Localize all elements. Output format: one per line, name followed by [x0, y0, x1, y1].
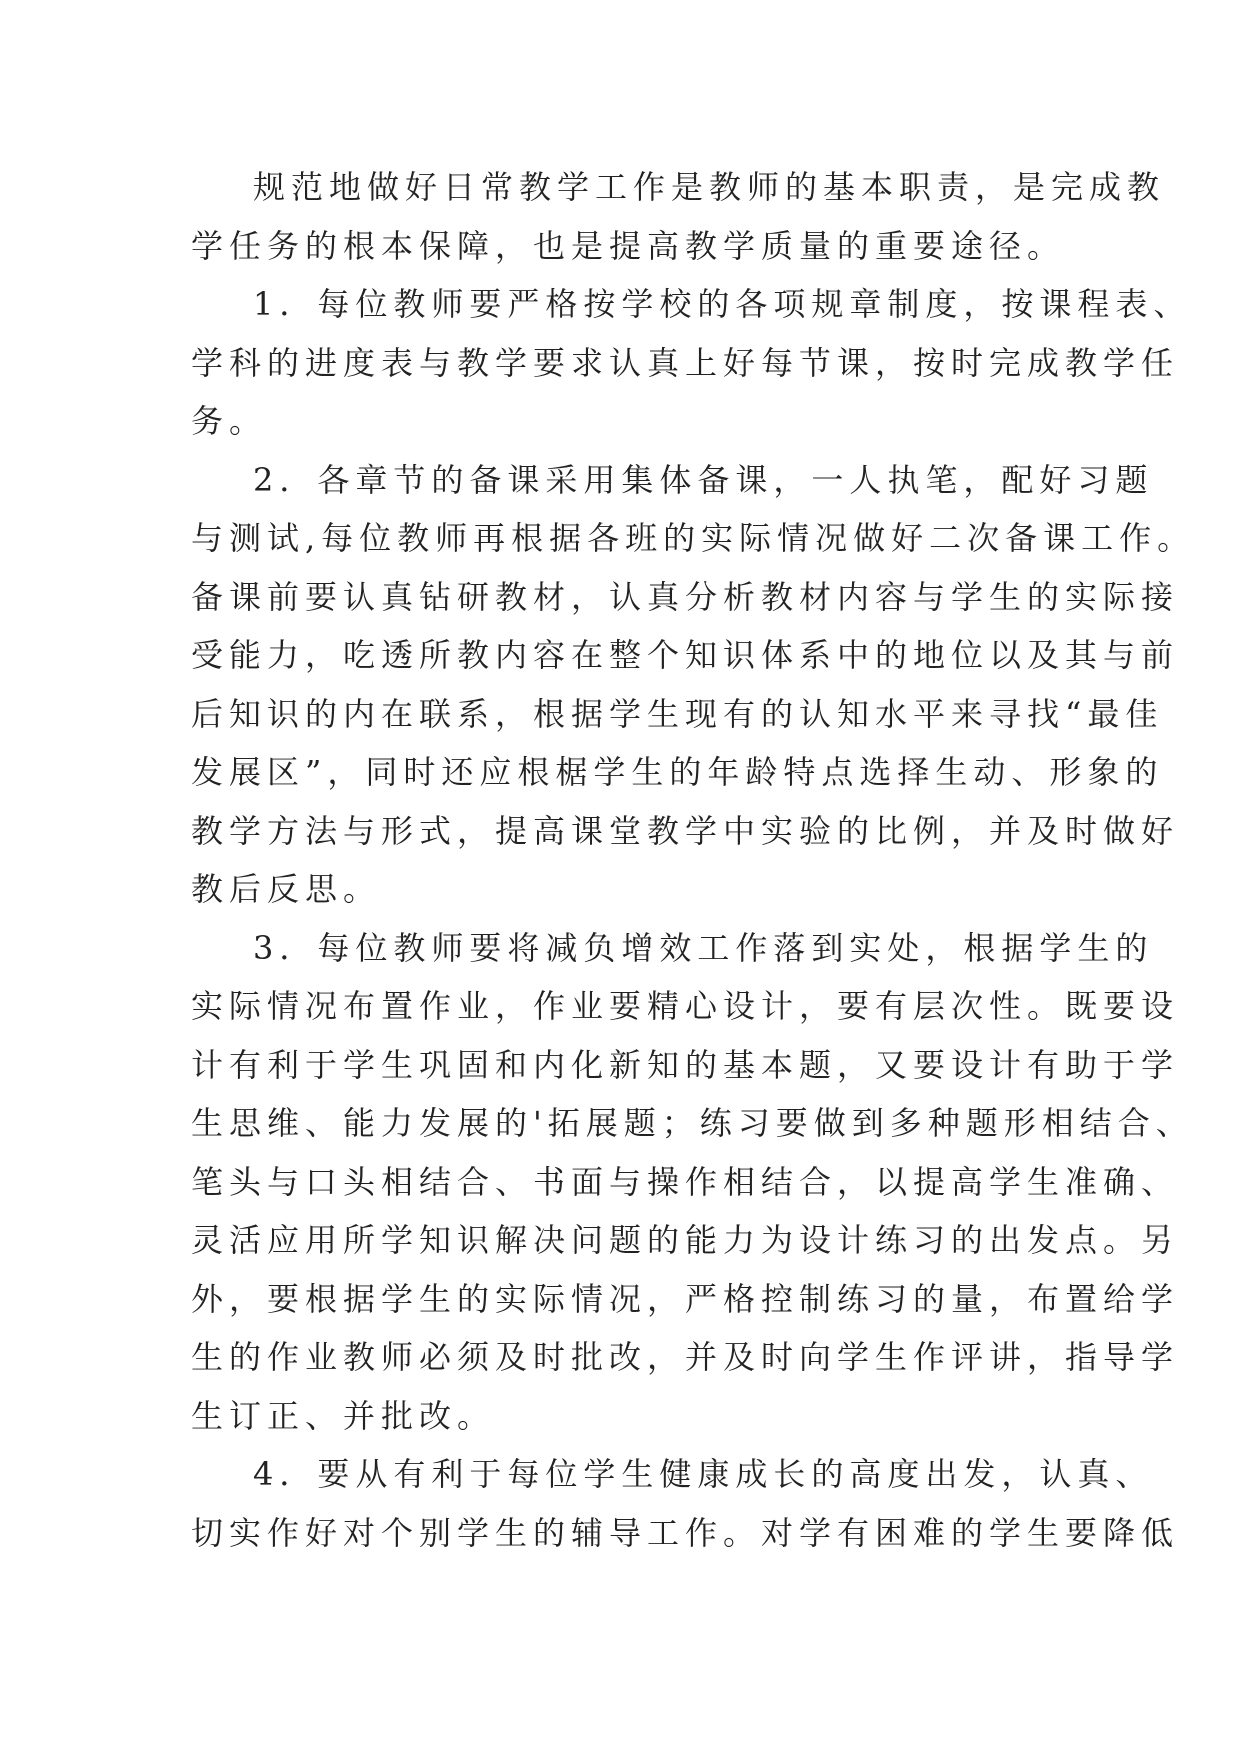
paragraph-intro — [191, 158, 1166, 275]
text-line: 发展区”，同时还应根椐学生的年龄特点选择生动、形象的 — [191, 753, 1164, 791]
text-line: 规范地做好日常教学工作是教师的基本职责，是完成教 — [253, 168, 1166, 206]
text-line: 4．要从有利于每位学生健康成长的高度出发，认真、 — [253, 1455, 1154, 1493]
text-line: 灵活应用所学知识解决问题的能力为设计练习的出发点。另 — [191, 1221, 1180, 1259]
document-body — [191, 158, 1196, 1562]
text-line: 外，要根据学生的实际情况，严格控制练习的量，布置给学 — [191, 1279, 1180, 1318]
text-line: 笔头与口头相结合、书面与操作相结合，以提高学生准确、 — [191, 1162, 1180, 1201]
text-line: 教后反思。 — [191, 870, 382, 908]
text-line: 生订正、并批改。 — [191, 1396, 496, 1435]
paragraph-item-2 — [191, 451, 1196, 919]
paragraph-item-4 — [191, 1445, 1180, 1562]
text-line: 3．每位教师要将减负增效工作落到实处，根据学生的 — [253, 928, 1154, 967]
text-line: 切实作好对个别学生的辅导工作。对学有困难的学生要降低 — [191, 1513, 1180, 1552]
text-line: 学任务的根本保障，也是提高教学质量的重要途径。 — [191, 226, 1066, 265]
text-line: 后知识的内在联系，根据学生现有的认知水平来寻找“最佳 — [191, 694, 1164, 733]
text-line: 与测试,每位教师再根据各班的实际情况做好二次备课工作。 — [191, 519, 1196, 557]
text-line: 生思维、能力发展的'拓展题；练习要做到多种题形相结合、 — [191, 1104, 1194, 1142]
text-line: 生的作业教师必须及时批改，并及时向学生作评讲，指导学 — [191, 1338, 1180, 1376]
text-line: 备课前要认真钻研教材，认真分析教材内容与学生的实际接 — [191, 577, 1180, 616]
paragraph-item-3 — [191, 919, 1194, 1446]
text-line: 教学方法与形式，提高课堂教学中实验的比例，并及时做好 — [191, 811, 1180, 850]
text-line: 实际情况布置作业，作业要精心设计，要有层次性。既要设 — [191, 987, 1180, 1025]
text-line: 计有利于学生巩固和内化新知的基本题，又要设计有助于学 — [191, 1045, 1180, 1084]
text-line: 务。 — [191, 402, 268, 440]
text-line: 受能力，吃透所教内容在整个知识体系中的地位以及其与前 — [191, 636, 1180, 674]
text-line: 2．各章节的备课采用集体备课，一人执笔，配好习题 — [253, 460, 1154, 499]
text-line: 学科的进度表与教学要求认真上好每节课，按时完成教学任 — [191, 343, 1180, 382]
text-line: 1．每位教师要严格按学校的各项规章制度，按课程表、 — [253, 285, 1192, 323]
paragraph-item-1 — [191, 275, 1192, 451]
